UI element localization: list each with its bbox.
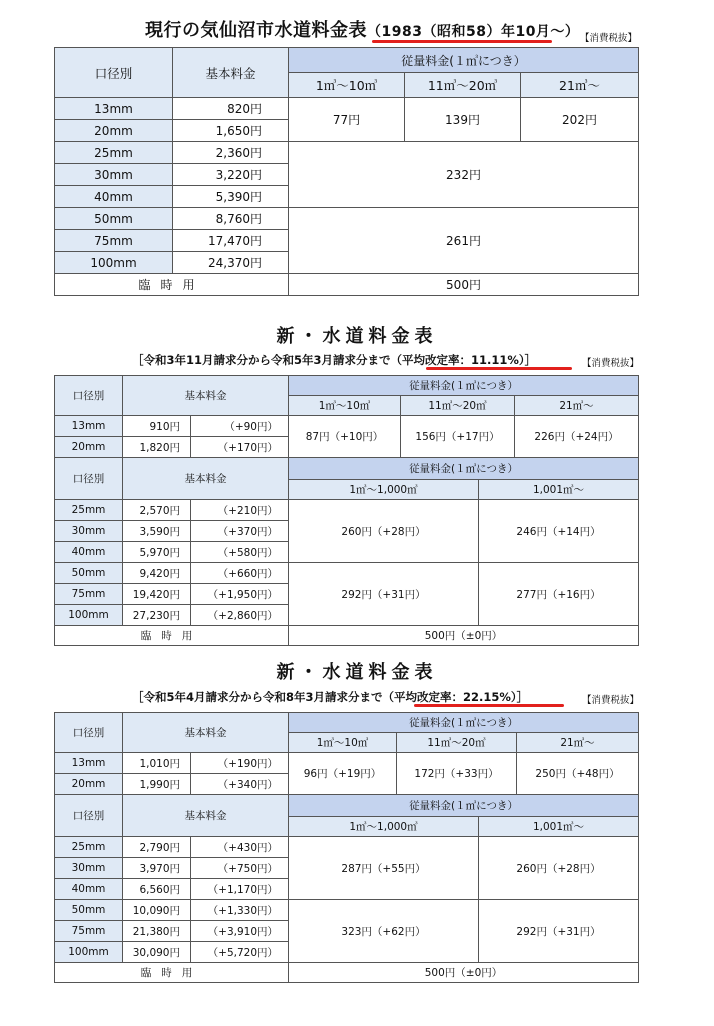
current-diameter: 100mm xyxy=(55,252,173,274)
plan2-diameter: 75mm xyxy=(55,921,123,942)
plan1-header-base-2: 基本料金 xyxy=(123,458,289,500)
current-header-diameter: 口径別 xyxy=(55,48,173,98)
plan1-base-fee: 19,420円 xyxy=(123,584,191,605)
plan1-header-tier2: 11㎥～20㎥ xyxy=(401,396,515,416)
current-base-fee: 24,370円 xyxy=(173,252,289,274)
plan2-header-base: 基本料金 xyxy=(123,713,289,753)
current-small-tier3: 202円 xyxy=(521,98,639,142)
plan2-fee-change: （+1,170円） xyxy=(191,879,289,900)
plan2-temp-rate: 500円（±0円） xyxy=(289,963,639,983)
current-tax-note: 【消費税抜】 xyxy=(580,33,638,44)
current-diameter: 30mm xyxy=(55,164,173,186)
plan2-header-base-2: 基本料金 xyxy=(123,795,289,837)
plan1-tax-note: 【消費税抜】 xyxy=(582,358,640,369)
plan2-mid-tierA: 287円（+55円） xyxy=(289,837,479,900)
current-base-fee: 8,760円 xyxy=(173,208,289,230)
plan1-header-volume-2: 従量料金(１㎥につき） xyxy=(289,458,639,480)
plan1-header-base: 基本料金 xyxy=(123,376,289,416)
plan2-fee-change: （+750円） xyxy=(191,858,289,879)
plan1-base-fee: 9,420円 xyxy=(123,563,191,584)
plan1-diameter: 40mm xyxy=(55,542,123,563)
plan2-header-tier2: 11㎥～20㎥ xyxy=(397,733,517,753)
plan2-header-tierA: 1㎥～1,000㎥ xyxy=(289,817,479,837)
plan1-fee-change: （+660円） xyxy=(191,563,289,584)
plan1-average-rate: （平均改定率：11.11%） xyxy=(390,353,525,367)
plan2-base-fee: 2,790円 xyxy=(123,837,191,858)
current-title-text: 現行の気仙沼市水道料金表 xyxy=(145,20,367,41)
plan1-period xyxy=(132,352,536,368)
current-header-volume: 従量料金(１㎥につき） xyxy=(289,48,639,73)
plan1-small-tier3: 226円（+24円） xyxy=(515,416,639,458)
plan2-base-fee: 6,560円 xyxy=(123,879,191,900)
current-title xyxy=(145,16,579,42)
plan2-fee-change: （+3,910円） xyxy=(191,921,289,942)
plan1-diameter: 25mm xyxy=(55,500,123,521)
plan2-fee-change: （+340円） xyxy=(191,774,289,795)
plan2-diameter: 40mm xyxy=(55,879,123,900)
plan2-large-tierB: 292円（+31円） xyxy=(479,900,639,963)
current-small-tier2: 139円 xyxy=(405,98,521,142)
plan1-diameter: 100mm xyxy=(55,605,123,626)
plan1-header-tierA: 1㎥～1,000㎥ xyxy=(289,480,479,500)
plan1-base-fee: 910円 xyxy=(123,416,191,437)
plan1-title: 新・水道料金表 xyxy=(276,326,438,347)
plan2-period-close: ］ xyxy=(516,690,529,704)
current-diameter: 50mm xyxy=(55,208,173,230)
current-large-rate: 261円 xyxy=(289,208,639,274)
plan1-header-tier1: 1㎥～10㎥ xyxy=(289,396,401,416)
current-base-fee: 2,360円 xyxy=(173,142,289,164)
plan2-fee-change: （+5,720円） xyxy=(191,942,289,963)
plan1-base-fee: 3,590円 xyxy=(123,521,191,542)
plan1-large-tierB: 277円（+16円） xyxy=(479,563,639,626)
plan1-header-volume: 従量料金(１㎥につき） xyxy=(289,376,639,396)
plan1-base-fee: 1,820円 xyxy=(123,437,191,458)
plan2-diameter: 100mm xyxy=(55,942,123,963)
current-small-tier1: 77円 xyxy=(289,98,405,142)
current-temp-label: 臨時用 xyxy=(55,274,289,296)
current-rate-table xyxy=(54,47,639,296)
current-title-period: （1983（昭和58）年10月～） xyxy=(367,24,580,40)
plan2-temp-label: 臨時用 xyxy=(55,963,289,983)
plan1-large-tierA: 292円（+31円） xyxy=(289,563,479,626)
plan1-fee-change: （+580円） xyxy=(191,542,289,563)
plan1-diameter: 75mm xyxy=(55,584,123,605)
plan1-base-fee: 2,570円 xyxy=(123,500,191,521)
plan2-diameter: 20mm xyxy=(55,774,123,795)
plan1-mid-tierA: 260円（+28円） xyxy=(289,500,479,563)
current-header-base: 基本料金 xyxy=(173,48,289,98)
plan2-small-tier3: 250円（+48円） xyxy=(517,753,639,795)
plan2-base-fee: 30,090円 xyxy=(123,942,191,963)
plan2-diameter: 50mm xyxy=(55,900,123,921)
plan1-small-tier2: 156円（+17円） xyxy=(401,416,515,458)
plan2-small-tier2: 172円（+33円） xyxy=(397,753,517,795)
plan2-header-tier1: 1㎥～10㎥ xyxy=(289,733,397,753)
plan1-diameter: 20mm xyxy=(55,437,123,458)
plan1-fee-change: （+1,950円） xyxy=(191,584,289,605)
plan1-rate-table xyxy=(54,375,639,646)
plan2-title: 新・水道料金表 xyxy=(276,662,438,683)
plan2-tax-note: 【消費税抜】 xyxy=(582,695,640,706)
plan2-average-rate: （平均改定率：22.15%） xyxy=(382,690,517,704)
plan1-period-close: ］ xyxy=(524,353,537,367)
current-diameter: 40mm xyxy=(55,186,173,208)
plan2-mid-tierB: 260円（+28円） xyxy=(479,837,639,900)
plan1-header-tier3: 21㎥～ xyxy=(515,396,639,416)
plan2-fee-change: （+190円） xyxy=(191,753,289,774)
plan2-diameter: 13mm xyxy=(55,753,123,774)
plan1-header-diameter-2: 口径別 xyxy=(55,458,123,500)
current-diameter: 20mm xyxy=(55,120,173,142)
current-header-tier3: 21㎥～ xyxy=(521,73,639,98)
current-red-underline xyxy=(372,40,552,43)
plan2-period-range: ［令和5年4月請求分から令和8年3月請求分まで xyxy=(132,690,383,704)
plan1-header-tierB: 1,001㎥～ xyxy=(479,480,639,500)
plan1-temp-label: 臨時用 xyxy=(55,626,289,646)
plan2-header-diameter-2: 口径別 xyxy=(55,795,123,837)
current-base-fee: 5,390円 xyxy=(173,186,289,208)
current-header-tier2: 11㎥～20㎥ xyxy=(405,73,521,98)
plan1-header-diameter: 口径別 xyxy=(55,376,123,416)
plan2-header-volume: 従量料金(１㎥につき） xyxy=(289,713,639,733)
plan2-period xyxy=(132,689,528,705)
plan1-fee-change: （+370円） xyxy=(191,521,289,542)
plan1-diameter: 30mm xyxy=(55,521,123,542)
current-mid-rate: 232円 xyxy=(289,142,639,208)
plan2-base-fee: 1,990円 xyxy=(123,774,191,795)
current-diameter: 25mm xyxy=(55,142,173,164)
plan2-header-tierB: 1,001㎥～ xyxy=(479,817,639,837)
plan2-small-tier1: 96円（+19円） xyxy=(289,753,397,795)
current-diameter: 13mm xyxy=(55,98,173,120)
plan2-header-volume-2: 従量料金(１㎥につき） xyxy=(289,795,639,817)
current-base-fee: 17,470円 xyxy=(173,230,289,252)
current-temp-rate: 500円 xyxy=(289,274,639,296)
plan2-diameter: 25mm xyxy=(55,837,123,858)
plan2-base-fee: 21,380円 xyxy=(123,921,191,942)
plan2-fee-change: （+1,330円） xyxy=(191,900,289,921)
plan1-diameter: 50mm xyxy=(55,563,123,584)
plan1-mid-tierB: 246円（+14円） xyxy=(479,500,639,563)
plan1-base-fee: 5,970円 xyxy=(123,542,191,563)
plan1-small-tier1: 87円（+10円） xyxy=(289,416,401,458)
plan1-diameter: 13mm xyxy=(55,416,123,437)
plan2-base-fee: 1,010円 xyxy=(123,753,191,774)
plan1-fee-change: （+210円） xyxy=(191,500,289,521)
plan2-red-underline xyxy=(414,704,564,707)
plan1-red-underline xyxy=(426,367,572,370)
current-base-fee: 1,650円 xyxy=(173,120,289,142)
plan1-base-fee: 27,230円 xyxy=(123,605,191,626)
current-header-tier1: 1㎥～10㎥ xyxy=(289,73,405,98)
plan2-fee-change: （+430円） xyxy=(191,837,289,858)
plan2-header-tier3: 21㎥～ xyxy=(517,733,639,753)
plan1-fee-change: （+2,860円） xyxy=(191,605,289,626)
plan2-base-fee: 3,970円 xyxy=(123,858,191,879)
current-base-fee: 820円 xyxy=(173,98,289,120)
plan1-fee-change: （+90円） xyxy=(191,416,289,437)
plan2-large-tierA: 323円（+62円） xyxy=(289,900,479,963)
plan1-fee-change: （+170円） xyxy=(191,437,289,458)
plan2-diameter: 30mm xyxy=(55,858,123,879)
current-base-fee: 3,220円 xyxy=(173,164,289,186)
plan1-temp-rate: 500円（±0円） xyxy=(289,626,639,646)
plan2-header-diameter: 口径別 xyxy=(55,713,123,753)
plan1-period-range: ［令和3年11月請求分から令和5年3月請求分まで xyxy=(132,353,391,367)
current-diameter: 75mm xyxy=(55,230,173,252)
plan2-base-fee: 10,090円 xyxy=(123,900,191,921)
plan2-rate-table xyxy=(54,712,639,983)
